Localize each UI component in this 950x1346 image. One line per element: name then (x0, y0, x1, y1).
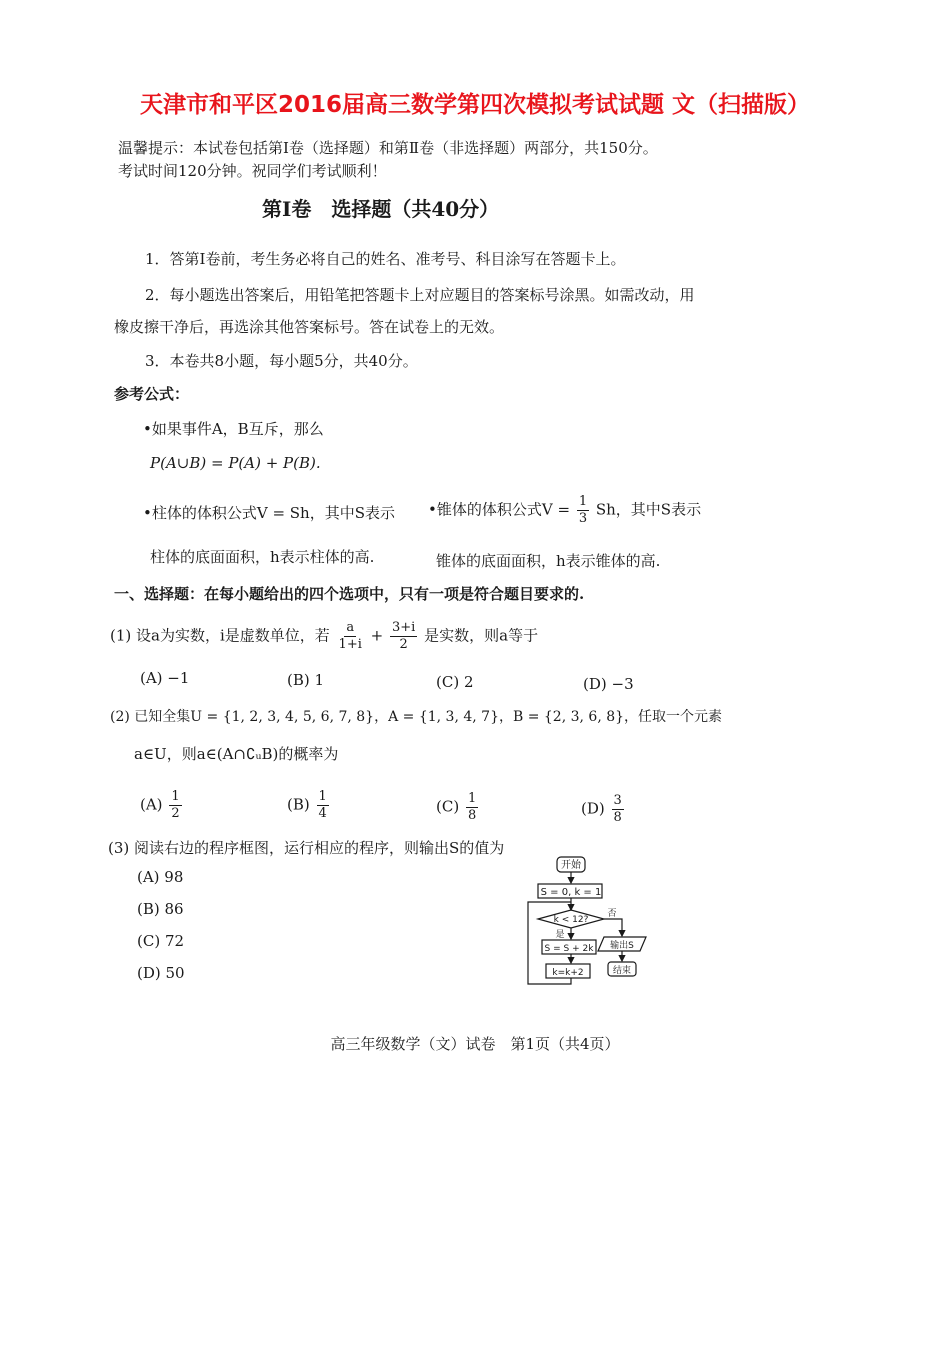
formula-2-a: •柱体的体积公式V = Sh，其中S表示 (143, 504, 395, 522)
fraction-denominator: 8 (613, 810, 622, 825)
formula-3-pre: •锥体的体积公式V = (428, 500, 571, 519)
q1-fraction-1 (337, 620, 364, 653)
q2-option-b (287, 789, 331, 822)
update-k-label: k=k+2 (552, 968, 584, 978)
condition-label: k < 12? (553, 915, 589, 925)
note-2: 2．每小题选出答案后，用铅笔把答题卡上对应题目的答案标号涂黑。如需改动，用 (145, 286, 695, 304)
option-label: (A) (140, 795, 163, 814)
formula-2-b: 柱体的底面面积，h表示柱体的高. (150, 548, 375, 566)
section-heading: 第Ⅰ卷 选择题（共40分） (262, 197, 500, 221)
program-flowchart (520, 850, 660, 990)
question-2-line-2: a∈U，则a∈(A∩∁ᵤB)的概率为 (134, 745, 339, 763)
option-fraction (317, 789, 329, 822)
formula-3-post: Sh，其中S表示 (595, 500, 702, 519)
formula-heading: 参考公式： (114, 385, 190, 403)
tip-line-1: 温馨提示：本试卷包括第Ⅰ卷（选择题）和第Ⅱ卷（非选择题）两部分，共150分。 (118, 139, 658, 157)
init-label: S = 0, k = 1 (540, 887, 602, 898)
q1-option-d: (D) −3 (583, 675, 634, 693)
option-fraction (612, 793, 624, 826)
formula-1-expr: P(A∪B) = P(A) + P(B). (150, 454, 321, 472)
fraction-numerator: 1 (171, 789, 180, 804)
fraction-numerator: 1 (467, 791, 477, 806)
q1-fraction-2 (390, 620, 417, 653)
fraction-denominator: 1+i (338, 637, 362, 652)
yes-label: 是 (555, 930, 565, 940)
question-3-stem: (3) 阅读右边的程序框图，运行相应的程序，则输出S的值为 (108, 839, 505, 857)
one-third-fraction (577, 494, 589, 527)
q3-option-b: (B) 86 (137, 900, 184, 918)
q1-option-a: (A) −1 (140, 669, 190, 687)
option-fraction (169, 789, 181, 822)
option-label: (B) (287, 795, 310, 814)
fraction-numerator: 1 (578, 494, 588, 509)
q2-option-a (140, 789, 184, 822)
note-2-cont: 橡皮擦干净后，再选涂其他答案标号。答在试卷上的无效。 (114, 318, 505, 336)
q3-option-a: (A) 98 (137, 868, 184, 886)
fraction-denominator: 8 (467, 808, 477, 823)
end-label: 结束 (612, 966, 632, 976)
fraction-denominator: 4 (318, 806, 327, 821)
fraction-numerator: 1 (318, 789, 327, 804)
start-label: 开始 (561, 860, 581, 871)
fraction-denominator: 2 (399, 637, 408, 652)
formula-3-a (428, 494, 701, 527)
option-label: (D) (581, 799, 605, 818)
no-branch-line (604, 919, 622, 936)
page-title: 天津市和平区2016届高三数学第四次模拟考试试题 文（扫描版） (139, 92, 811, 118)
fraction-numerator: 3 (613, 793, 622, 808)
fraction-denominator: 3 (578, 511, 588, 526)
plus-sign: + (370, 626, 384, 645)
q3-option-c: (C) 72 (137, 932, 185, 950)
fraction-denominator: 2 (171, 806, 180, 821)
q1-option-b: (B) 1 (287, 671, 325, 689)
option-fraction (466, 791, 478, 824)
update-s-label: S = S + 2k (544, 944, 594, 954)
note-3: 3．本卷共8小题，每小题5分，共40分。 (145, 352, 418, 370)
q2-option-d (581, 793, 626, 826)
q3-option-d: (D) 50 (137, 964, 185, 982)
formula-1-text: •如果事件A，B互斥，那么 (143, 420, 324, 438)
fraction-numerator: a (346, 620, 355, 635)
formula-3-b: 锥体的底面面积，h表示锥体的高. (436, 552, 661, 570)
tip-line-2: 考试时间120分钟。祝同学们考试顺利！ (118, 162, 387, 180)
note-1: 1．答第Ⅰ卷前，考生务必将自己的姓名、准考号、科目涂写在答题卡上。 (145, 250, 626, 268)
q1-pre: (1) 设a为实数，i是虚数单位，若 (110, 626, 330, 645)
fraction-numerator: 3+i (392, 620, 416, 635)
page-footer: 高三年级数学（文）试卷 第1页（共4页） (330, 1035, 620, 1053)
option-label: (C) (436, 797, 460, 816)
output-label: 输出S (610, 941, 634, 951)
question-2-line-1: (2) 已知全集U = {1, 2, 3, 4, 5, 6, 7, 8}，A = {1, 3, 4, 7}，B = {2, 3, 6, 8}，任取一个元素 (110, 709, 723, 725)
no-label: 否 (607, 909, 617, 919)
q2-option-c (436, 791, 480, 824)
q1-option-c: (C) 2 (436, 673, 474, 691)
part-1-heading: 一、选择题：在每小题给出的四个选项中，只有一项是符合题目要求的. (114, 585, 585, 603)
question-1-stem (110, 620, 538, 653)
q1-post: 是实数，则a等于 (424, 626, 539, 645)
